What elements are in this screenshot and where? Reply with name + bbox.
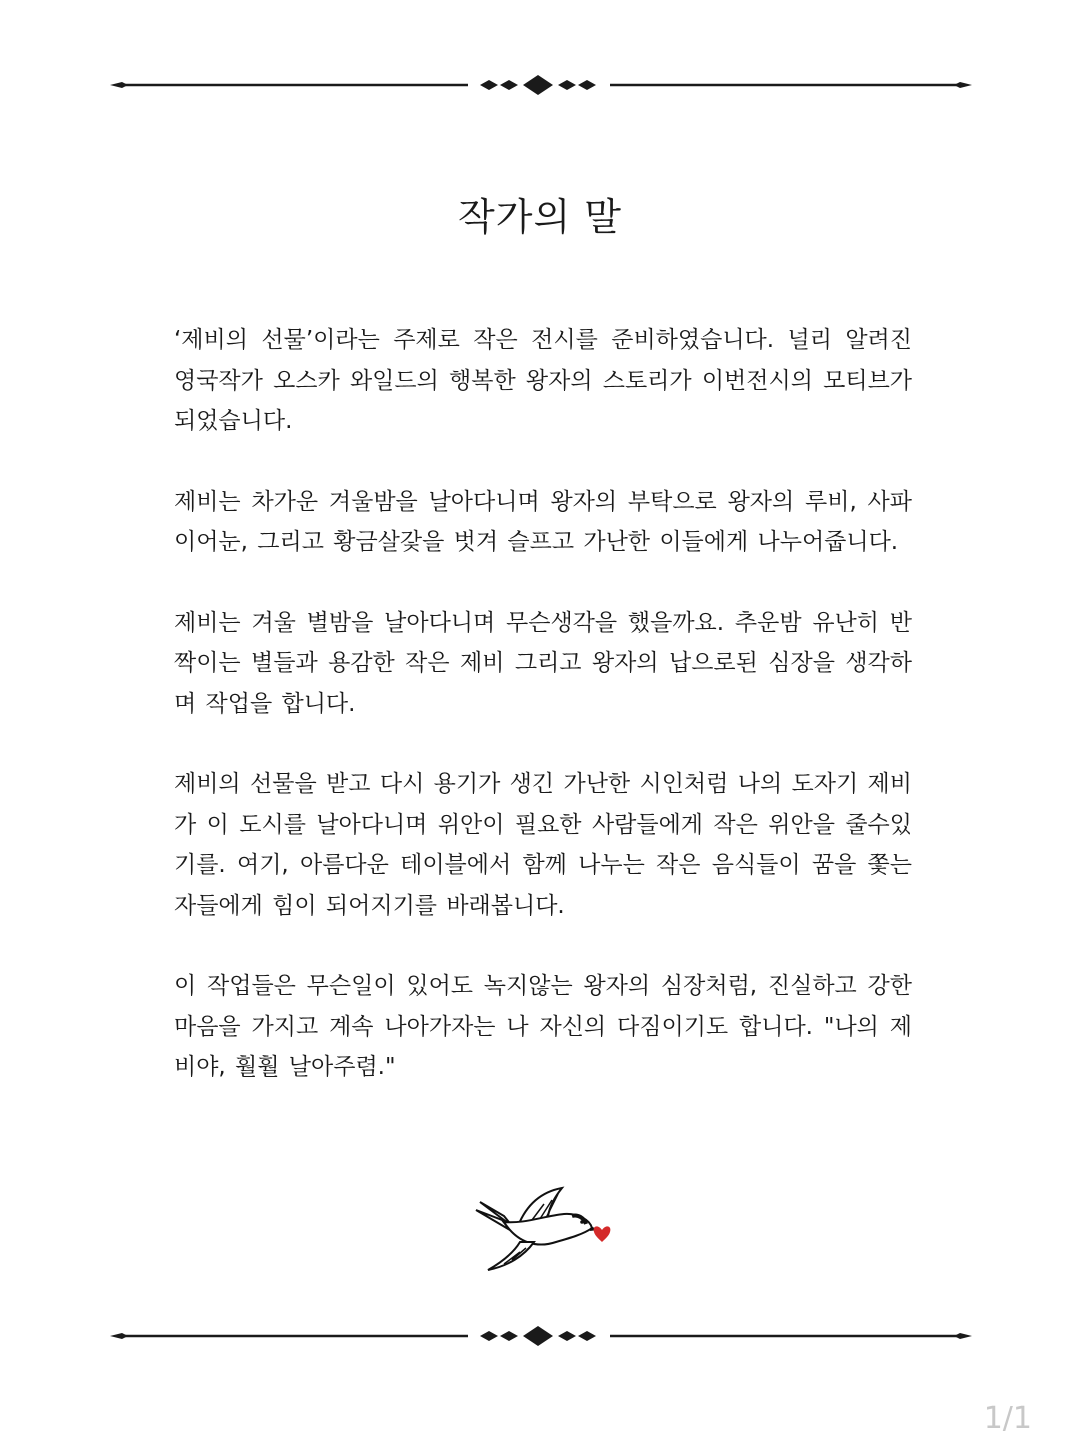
page-number: 1/1 <box>983 1401 1032 1436</box>
paragraph-1: ‘제비의 선물’이라는 주제로 작은 전시를 준비하였습니다. 널리 알려진 영국작가 오스카 와일드의 행복한 왕자의 스토리가 이번전시의 모티브가 되었습니다. <box>174 327 912 434</box>
paragraph-3: 제비는 겨울 별밤을 날아다니며 무슨생각을 했을까요. 추운밤 유난히 반짝이는 별들과 용감한 작은 제비 그리고 왕자의 납으로된 심장을 생각하며 작업을 합니다. <box>174 609 912 717</box>
author-statement-body <box>174 320 912 1128</box>
paragraph-5: 이 작업들은 무슨일이 있어도 녹지않는 왕자의 심장처럼, 진실하고 강한 마음을 가지고 계속 나아가자는 나 자신의 다짐이기도 합니다. "나의 제비야, 훨훨 날아주렴." <box>174 973 912 1080</box>
paragraph-4: 제비의 선물을 받고 다시 용기가 생긴 가난한 시인처럼 나의 도자기 제비가 이 도시를 날아다니며 위안이 필요한 사람들에게 작은 위안을 줄수있기를. 여기, 아름다운 테이블에서 함께 나누는 작은 음식들이 꿈을 쫓는자들에게 힘이 되어지기를 바래봅니다. <box>174 771 912 919</box>
top-ornamental-divider <box>110 73 972 97</box>
ornamental-divider-icon <box>110 1324 972 1348</box>
swallow-with-heart-icon <box>474 1186 614 1276</box>
ornamental-divider-icon <box>110 73 972 97</box>
paragraph-2: 제비는 차가운 겨울밤을 날아다니며 왕자의 부탁으로 왕자의 루비, 사파이어눈, 그리고 황금살갗을 벗겨 슬프고 가난한 이들에게 나누어줍니다. <box>174 488 912 555</box>
swallow-illustration <box>474 1186 614 1276</box>
bottom-ornamental-divider <box>110 1324 972 1348</box>
page-title: 작가의 말 <box>458 195 622 239</box>
